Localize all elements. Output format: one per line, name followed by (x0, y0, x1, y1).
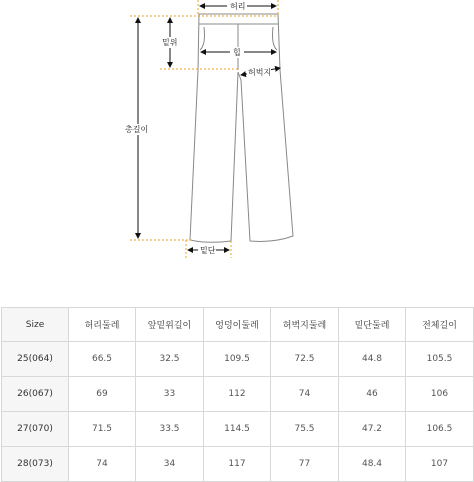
header-front-rise: 앞밑위길이 (136, 308, 204, 342)
table-cell: 71.5 (69, 412, 136, 447)
table-row (2, 412, 474, 447)
table-cell: 34 (136, 447, 204, 482)
table-cell: 32.5 (136, 342, 204, 377)
size-chart-table (1, 307, 474, 482)
table-cell: 112 (204, 377, 271, 412)
table-cell: 33 (136, 377, 204, 412)
table-cell: 106.5 (406, 412, 474, 447)
hip-label: 힙 (233, 48, 241, 57)
table-cell: 44.8 (339, 342, 406, 377)
header-hip: 엉덩이둘레 (204, 308, 271, 342)
table-cell: 106 (406, 377, 474, 412)
table-cell: 77 (271, 447, 339, 482)
size-cell: 28(073) (2, 447, 69, 482)
hem-label: 밑단 (200, 246, 216, 255)
header-total-length: 전체길이 (406, 308, 474, 342)
size-cell: 27(070) (2, 412, 69, 447)
header-hem: 밑단둘레 (339, 308, 406, 342)
table-row (2, 342, 474, 377)
table-cell: 66.5 (69, 342, 136, 377)
size-cell: 26(067) (2, 377, 69, 412)
table-cell: 48.4 (339, 447, 406, 482)
waist-label: 허리 (230, 2, 246, 11)
table-cell: 33.5 (136, 412, 204, 447)
header-thigh: 허벅지둘레 (271, 308, 339, 342)
table-cell: 75.5 (271, 412, 339, 447)
table-cell: 46 (339, 377, 406, 412)
table-cell: 114.5 (204, 412, 271, 447)
table-row (2, 447, 474, 482)
table-cell: 72.5 (271, 342, 339, 377)
table-header-row (2, 308, 474, 342)
table-cell: 74 (69, 447, 136, 482)
table-cell: 74 (271, 377, 339, 412)
size-cell: 25(064) (2, 342, 69, 377)
measure-arrows (138, 6, 280, 250)
table-cell: 117 (204, 447, 271, 482)
table-cell: 105.5 (406, 342, 474, 377)
table-cell: 107 (406, 447, 474, 482)
total-length-label: 총길이 (125, 125, 149, 134)
table-cell: 47.2 (339, 412, 406, 447)
header-size: Size (2, 308, 69, 342)
table-cell: 109.5 (204, 342, 271, 377)
table-row (2, 377, 474, 412)
thigh-label: 허벅지 (248, 68, 272, 77)
header-waist: 허리둘레 (69, 308, 136, 342)
front-rise-label: 밑위 (162, 38, 178, 47)
table-cell: 69 (69, 377, 136, 412)
